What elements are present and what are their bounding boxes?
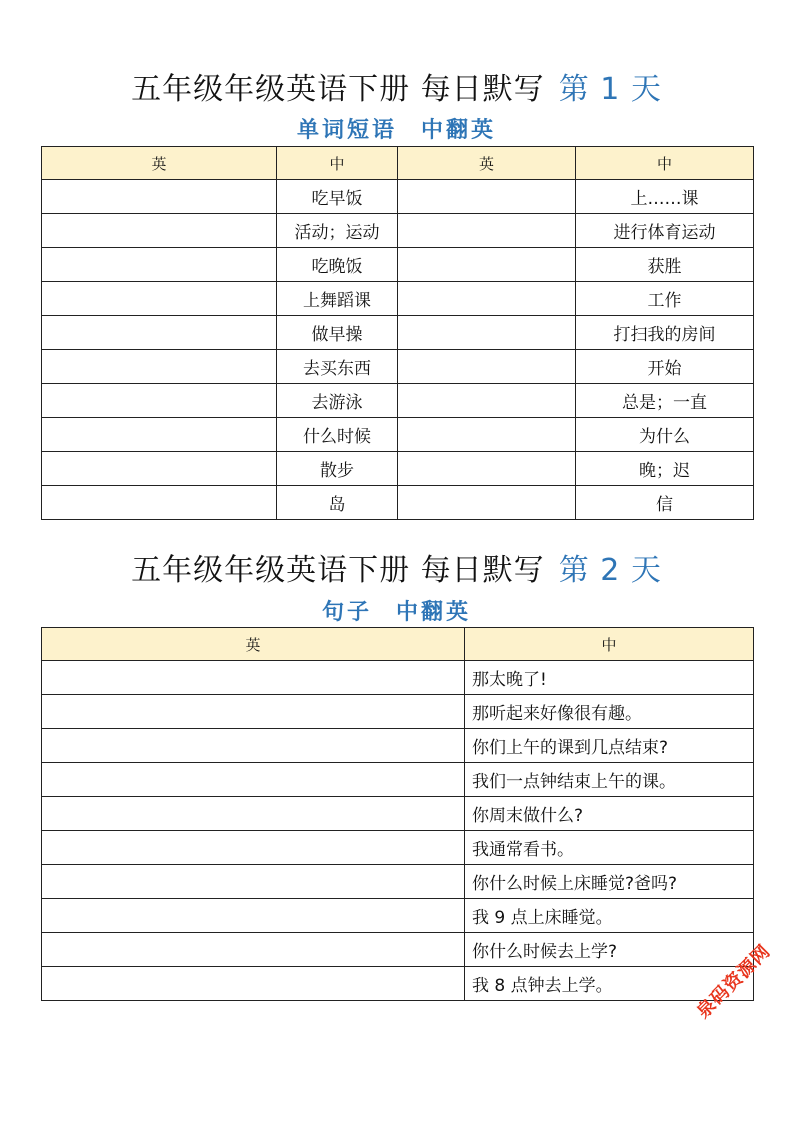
table-row — [42, 316, 754, 350]
english-answer-cell[interactable] — [42, 316, 277, 350]
table-row — [42, 831, 754, 865]
english-answer-cell[interactable] — [398, 248, 576, 282]
chinese-prompt-cell: 我通常看书。 — [465, 831, 754, 865]
table-row — [42, 933, 754, 967]
table-row — [42, 695, 754, 729]
chinese-prompt-cell: 那听起来好像很有趣。 — [465, 695, 754, 729]
chinese-prompt-cell: 获胜 — [576, 248, 754, 282]
chinese-prompt-cell: 吃晚饭 — [277, 248, 398, 282]
day2-title — [0, 545, 793, 589]
chinese-prompt-cell: 我 8 点钟去上学。 — [465, 967, 754, 1001]
table-row — [42, 418, 754, 452]
table-row — [42, 350, 754, 384]
chinese-prompt-cell: 打扫我的房间 — [576, 316, 754, 350]
english-answer-cell[interactable] — [42, 729, 465, 763]
chinese-prompt-cell: 你周末做什么? — [465, 797, 754, 831]
chinese-prompt-cell: 开始 — [576, 350, 754, 384]
table-row — [42, 282, 754, 316]
chinese-prompt-cell: 散步 — [277, 452, 398, 486]
day1-title-text: 五年级年级英语下册 每日默写 — [131, 72, 545, 107]
header-en-2: 英 — [398, 147, 576, 180]
table-row — [42, 763, 754, 797]
table-row — [42, 729, 754, 763]
table-row — [42, 899, 754, 933]
english-answer-cell[interactable] — [42, 797, 465, 831]
table-header-row — [42, 628, 754, 661]
day1-subtitle-left: 单词短语 — [296, 117, 397, 143]
table-row — [42, 967, 754, 1001]
table-row — [42, 797, 754, 831]
table-row — [42, 486, 754, 520]
day2-subtitle-right: 中翻英 — [396, 599, 472, 625]
header-zh-1: 中 — [277, 147, 398, 180]
day2-subtitle-left: 句子 — [321, 599, 372, 625]
chinese-prompt-cell: 进行体育运动 — [576, 214, 754, 248]
chinese-prompt-cell: 我 9 点上床睡觉。 — [465, 899, 754, 933]
header-en: 英 — [42, 628, 465, 661]
english-answer-cell[interactable] — [42, 865, 465, 899]
day2-sentence-table — [41, 627, 754, 1001]
table-header-row — [42, 147, 754, 180]
english-answer-cell[interactable] — [42, 967, 465, 1001]
table-row — [42, 180, 754, 214]
header-zh-2: 中 — [576, 147, 754, 180]
english-answer-cell[interactable] — [42, 214, 277, 248]
day1-day-label: 第 1 天 — [558, 72, 662, 107]
chinese-prompt-cell: 去游泳 — [277, 384, 398, 418]
english-answer-cell[interactable] — [42, 452, 277, 486]
table-row — [42, 452, 754, 486]
table-row — [42, 248, 754, 282]
chinese-prompt-cell: 晚；迟 — [576, 452, 754, 486]
chinese-prompt-cell: 上……课 — [576, 180, 754, 214]
watermark-stamp: 泉码资源网 — [692, 940, 775, 1023]
english-answer-cell[interactable] — [398, 282, 576, 316]
english-answer-cell[interactable] — [398, 384, 576, 418]
day2-subtitle — [0, 595, 793, 626]
english-answer-cell[interactable] — [398, 316, 576, 350]
chinese-prompt-cell: 你们上午的课到几点结束? — [465, 729, 754, 763]
english-answer-cell[interactable] — [398, 486, 576, 520]
chinese-prompt-cell: 去买东西 — [277, 350, 398, 384]
header-en-1: 英 — [42, 147, 277, 180]
english-answer-cell[interactable] — [42, 282, 277, 316]
day2-day-label: 第 2 天 — [558, 553, 662, 588]
english-answer-cell[interactable] — [42, 933, 465, 967]
day1-title — [0, 64, 793, 108]
chinese-prompt-cell: 为什么 — [576, 418, 754, 452]
day1-subtitle — [0, 113, 793, 144]
chinese-prompt-cell: 上舞蹈课 — [277, 282, 398, 316]
chinese-prompt-cell: 做早操 — [277, 316, 398, 350]
table-row — [42, 214, 754, 248]
english-answer-cell[interactable] — [42, 661, 465, 695]
english-answer-cell[interactable] — [398, 418, 576, 452]
english-answer-cell[interactable] — [398, 180, 576, 214]
english-answer-cell[interactable] — [42, 350, 277, 384]
day2-title-text: 五年级年级英语下册 每日默写 — [131, 553, 545, 588]
chinese-prompt-cell: 总是；一直 — [576, 384, 754, 418]
english-answer-cell[interactable] — [42, 384, 277, 418]
chinese-prompt-cell: 工作 — [576, 282, 754, 316]
table-row — [42, 865, 754, 899]
english-answer-cell[interactable] — [398, 214, 576, 248]
english-answer-cell[interactable] — [42, 695, 465, 729]
chinese-prompt-cell: 什么时候 — [277, 418, 398, 452]
english-answer-cell[interactable] — [398, 452, 576, 486]
english-answer-cell[interactable] — [42, 486, 277, 520]
header-zh: 中 — [465, 628, 754, 661]
chinese-prompt-cell: 信 — [576, 486, 754, 520]
table-row — [42, 384, 754, 418]
english-answer-cell[interactable] — [42, 180, 277, 214]
table-row — [42, 661, 754, 695]
english-answer-cell[interactable] — [42, 831, 465, 865]
english-answer-cell[interactable] — [42, 248, 277, 282]
day1-vocab-table — [41, 146, 754, 520]
english-answer-cell[interactable] — [42, 418, 277, 452]
chinese-prompt-cell: 那太晚了! — [465, 661, 754, 695]
chinese-prompt-cell: 活动；运动 — [277, 214, 398, 248]
chinese-prompt-cell: 吃早饭 — [277, 180, 398, 214]
chinese-prompt-cell: 你什么时候上床睡觉?爸吗? — [465, 865, 754, 899]
chinese-prompt-cell: 岛 — [277, 486, 398, 520]
english-answer-cell[interactable] — [398, 350, 576, 384]
english-answer-cell[interactable] — [42, 899, 465, 933]
chinese-prompt-cell: 我们一点钟结束上午的课。 — [465, 763, 754, 797]
chinese-prompt-cell: 你什么时候去上学? — [465, 933, 754, 967]
day1-subtitle-right: 中翻英 — [421, 117, 497, 143]
english-answer-cell[interactable] — [42, 763, 465, 797]
